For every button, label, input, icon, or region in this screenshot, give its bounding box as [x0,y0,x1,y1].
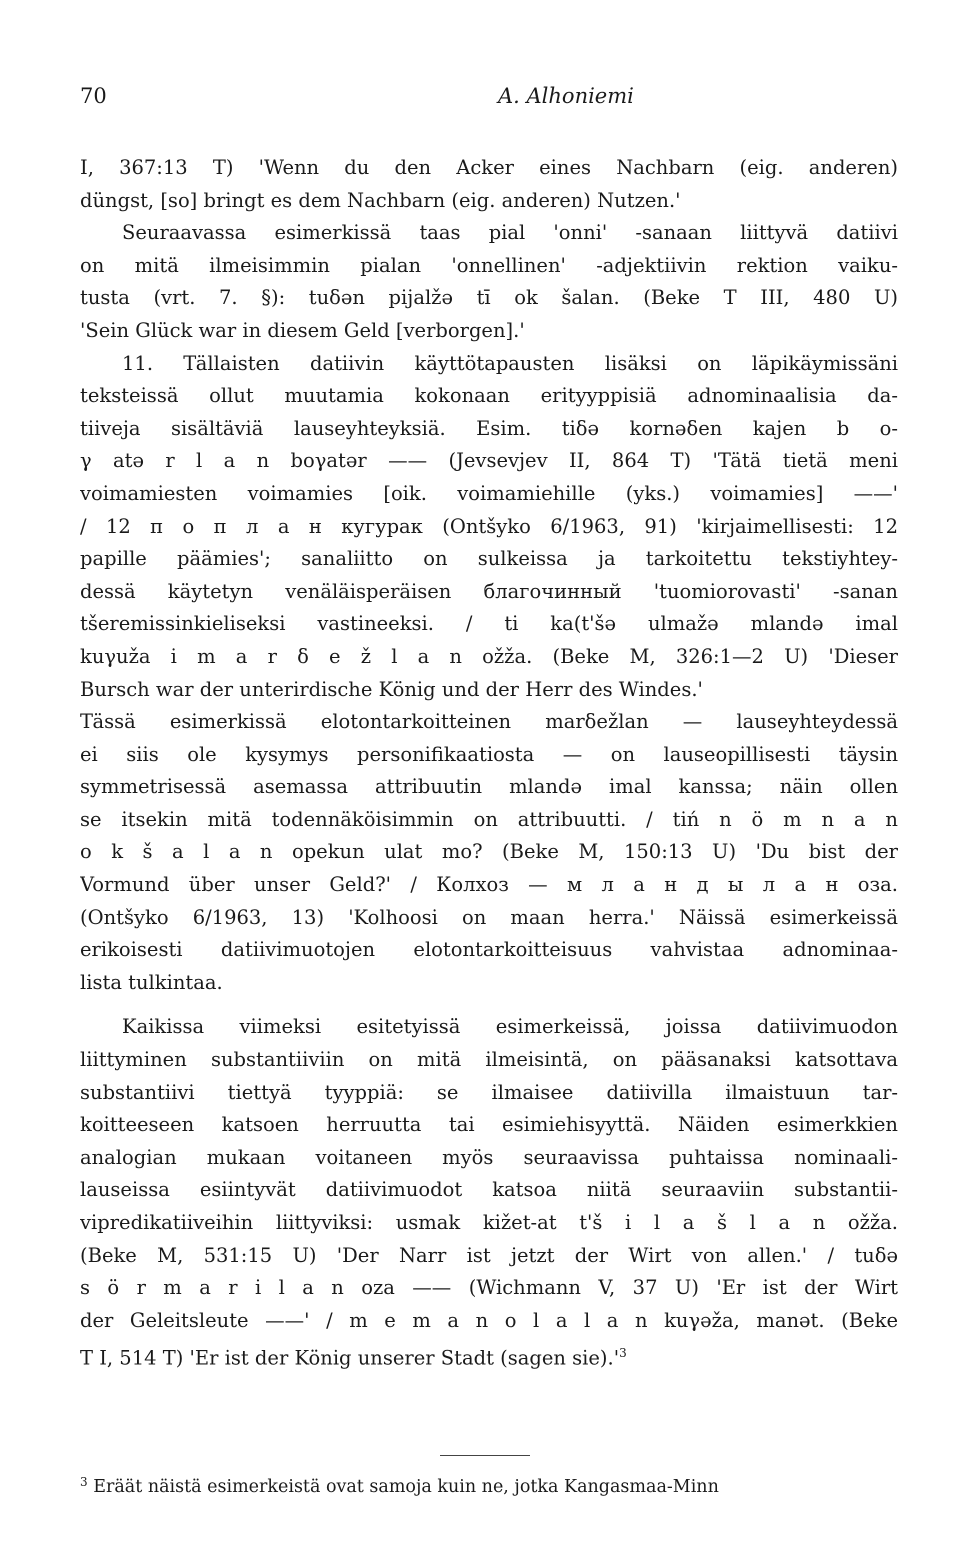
footnote-separator [440,1455,530,1456]
text-line: substantiivi tiettyä tyyppiä: se ilmaisee datiivilla ilmaistuun tar- [80,1080,898,1104]
text-line: symmetrisessä asemassa attribuutin mlandə imal kanssa; näin ollen [80,775,898,799]
text-line [80,1337,898,1370]
text-line: o k š a l a n opekun ulat mo? (Beke M, 150:13 U) 'Du bist der [80,840,898,864]
text-line: kuγuža i m a r δ e ž l a n ožža. (Beke M, 326:1—2 U) 'Dieser [80,644,898,668]
text-line: Vormund über unser Geld?' / Колхоз — м л а н д ы л а н оза. [80,873,898,897]
text-line: vipredikatiiveihin liittyviksi: usmak kižet-at t'š i l a š l a n ožža. [80,1211,898,1234]
text-line: erikoisesti datiivimuotojen elotontarkoitteisuus vahvistaa adnominaa- [80,938,898,962]
text-line: der Geleitsleute ——' / m e m a n o l a l a n kuγəža, manət. (Beke [80,1308,898,1332]
text-line: (Ontšyko 6/1963, 13) 'Kolhoosi on maan herra.' Näissä esimerkeissä [80,905,898,929]
text-line: teksteissä ollut muutamia kokonaan erityyppisiä adnominaalisia da- [80,384,898,408]
text-line: 11. Tällaisten datiivin käyttötapausten lisäksi on läpikäymissäni [122,351,898,375]
text-line: tšeremissinkieliseksi vastineeksi. / ti ka(t'šə ulmažə mlandə imal [80,612,898,636]
text-line: liittyminen substantiiviin on mitä ilmeisintä, on pääsanaksi katsottava [80,1048,898,1072]
text-line: analogian mukaan voitaneen myös seuraavissa puhtaissa nominaali- [80,1145,898,1169]
page-number: 70 [80,84,107,108]
text-line: lista tulkintaa. [80,970,223,994]
text-line: Kaikissa viimeksi esitetyissä esimerkeissä, joissa datiivimuodon [122,1015,898,1039]
text-line: s ö r m a r i l a n oza —— (Wichmann V, 37 U) 'Er ist der Wirt [80,1276,898,1300]
footnote [80,1468,898,1501]
text-line: koitteeseen katsoen herruutta tai esimiehisyyttä. Näiden esimerkkien [80,1113,898,1137]
footnote-mark: 3 [80,1475,88,1489]
text-line: (Beke M, 531:15 U) 'Der Narr ist jetzt der Wirt von allen.' / tuδə [80,1243,898,1267]
text-line: dessä käytetyn venäläisperäisen благочинный 'tuomiorovasti' -sanan [80,579,898,603]
text-line: ei siis ole kysymys personifikaatiosta — on lauseopillisesti täysin [80,742,898,766]
footnote-text: Eräät näistä esimerkeistä ovat samoja kuin ne, jotka Kangasmaa-Minn [93,1477,719,1497]
text-line-content: T I, 514 T) 'Er ist der König unserer Stadt (sagen sie).' [80,1346,620,1370]
text-line: / 12 п о п л а н кугурак (Ontšyko 6/1963, 91) 'kirjaimellisesti: 12 [80,514,898,538]
running-head-author: A. Alhoniemi [498,84,634,108]
text-line: I, 367:13 T) 'Wenn du den Acker eines Nachbarn (eig. anderen) [80,156,898,179]
footnote-reference[interactable]: 3 [619,1346,627,1361]
text-line: Tässä esimerkissä elotontarkoitteinen marδežlan — lauseyhteydessä [80,710,898,734]
text-line: papille päämies'; sanaliitto on sulkeissa ja tarkoitettu tekstiyhtey- [80,547,898,571]
text-line: Seuraavassa esimerkissä taas pial 'onni' -sanaan liittyvä datiivi [122,221,898,245]
text-line: se itsekin mitä todennäköisimmin on attribuutti. / tiń n ö m n a n [80,807,898,831]
text-line: Bursch war der unterirdische König und der Herr des Windes.' [80,677,703,701]
text-line: voimamiesten voimamies [oik. voimamiehille (yks.) voimamies] ——' [80,481,898,505]
body-text [80,152,898,1370]
text-line: 'Sein Glück war in diesem Geld [verborgen].' [80,318,525,342]
text-line: düngst, [so] bringt es dem Nachbarn (eig. anderen) Nutzen.' [80,188,681,212]
text-line: tiiveja sisältäviä lauseyhteyksiä. Esim. tiδə kornəδen kajen b o- [80,416,898,440]
text-line: tusta (vrt. 7. §): tuδən pijalžə tī ok šalan. (Beke T III, 480 U) [80,286,898,310]
text-line: on mitä ilmeisimmin pialan 'onnellinen' -adjektiivin rektion vaiku- [80,253,898,277]
text-line: lauseissa esiintyvät datiivimuodot katsoa niitä seuraaviin substantii- [80,1178,898,1202]
text-line: γ atə r l a n boγatər —— (Jevsevjev II, 864 T) 'Tätä tietä meni [80,449,898,473]
